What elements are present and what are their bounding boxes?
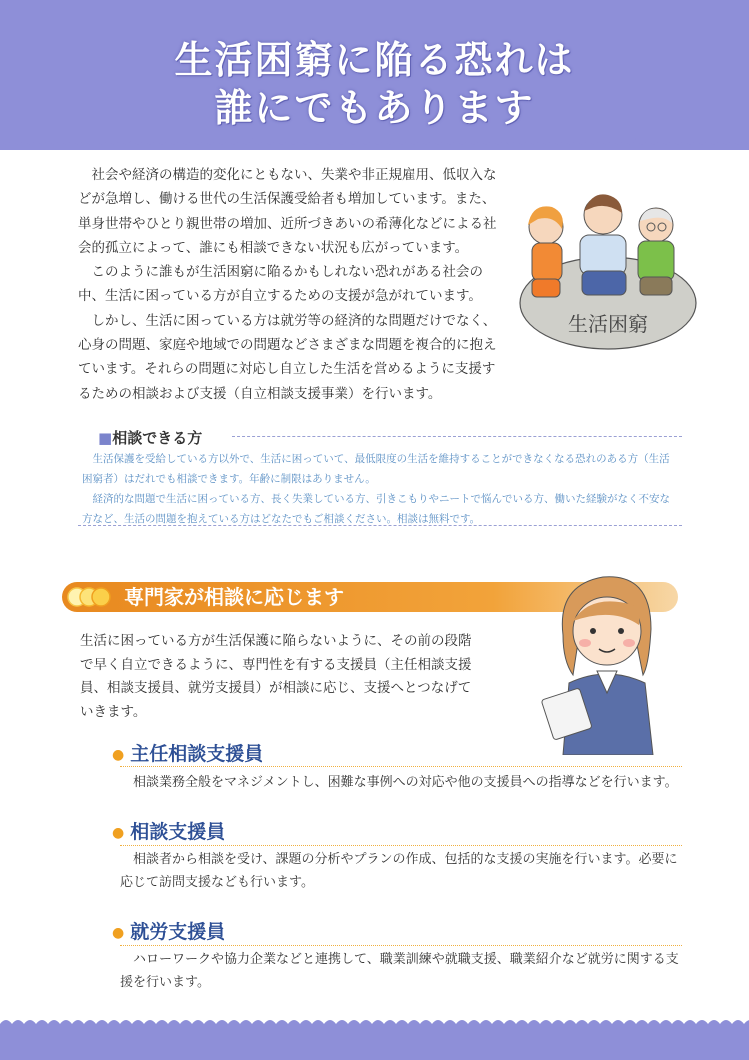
role-title: 相談支援員	[130, 821, 226, 843]
dotted-divider	[120, 945, 682, 946]
dot-bullet-icon: ●	[112, 824, 125, 841]
intro-paragraph: 社会や経済の構造的変化にともない、失業や非正規雇用、低収入などが急増し、働ける世代の生活保護受給者も増加しています。また、単身世帯やひとり親世帯の増加、近所づきあいの希薄化などによる社会的孤立によって、誰にも相談できない状況も広がっています。	[78, 167, 497, 256]
dotted-divider	[120, 845, 682, 846]
illustration-sign: 生活困窮	[568, 312, 648, 336]
dashed-divider	[232, 436, 682, 437]
worried-people-illustration	[508, 185, 698, 355]
title-line-1: 生活困窮に陥る恐れは	[174, 38, 575, 82]
expert-paragraph: 生活に困っている方が生活保護に陥らないように、その前の段階で早く自立できるように、専門性を有する支援員（主任相談支援員、相談支援員、就労支援員）が相談に応じ、支援へとつなげていきます。	[80, 633, 472, 720]
dot-bullet-icon: ●	[112, 924, 125, 941]
consult-paragraph: 生活保護を受給している方以外で、生活に困っていて、最低限度の生活を維持することができなくなる恐れのある方（生活困窮者）はだれでも相談できます。年齢に制限はありません。	[82, 453, 670, 485]
square-bullet-icon: ■	[98, 429, 113, 447]
expert-intro	[80, 630, 480, 724]
role-title: 就労支援員	[130, 921, 226, 943]
intro-paragraph: しかし、生活に困っている方は就労等の経済的な問題だけでなく、心身の問題、家庭や地域での問題などさまざまな問題を複合的に抱えています。それらの問題に対応し自立した生活を営めるように支援するための相談および支援（自立相談支援事業）を行います。	[78, 312, 497, 402]
role-heading	[112, 820, 225, 845]
consult-paragraph: 経済的な問題で生活に困っている方、長く失業している方、引きこもりやニートで悩んでいる方、働いた経験がなく不安な方など、生活の問題を抱えている方はどなたでもご相談ください。相談は無料です。	[82, 493, 670, 525]
role-description	[120, 849, 682, 894]
intro-text	[78, 163, 503, 406]
section-heading: 専門家が相談に応じます	[124, 585, 344, 609]
footer-band	[0, 1026, 749, 1060]
triple-circle-icon	[66, 586, 112, 608]
page-title	[0, 36, 749, 132]
consult-heading	[98, 427, 202, 448]
role-text: ハローワークや協力企業などと連携して、職業訓練や就職支援、職業紹介など就労に関する支援を行います。	[120, 952, 679, 990]
consult-text	[82, 449, 678, 529]
dotted-divider	[120, 766, 682, 767]
role-description	[120, 949, 682, 994]
role-text: 相談者から相談を受け、課題の分析やプランの作成、包括的な支援の実施を行います。必要に応じて訪問支援なども行います。	[120, 852, 678, 890]
role-text: 相談業務全般をマネジメントし、困難な事例への対応や他の支援員への指導などを行います。	[133, 775, 678, 790]
role-description	[120, 772, 682, 795]
title-line-2: 誰にでもあります	[214, 86, 535, 130]
counselor-illustration	[533, 565, 683, 755]
consult-heading-text: 相談できる方	[112, 429, 203, 447]
role-heading	[112, 920, 225, 945]
dashed-divider	[78, 525, 682, 526]
dot-bullet-icon: ●	[112, 746, 125, 763]
role-title: 主任相談支援員	[130, 743, 264, 765]
intro-paragraph: このように誰もが生活困窮に陥るかもしれない恐れがある社会の中、生活に困っている方が自立するための支援が急がれています。	[78, 264, 483, 305]
role-heading	[112, 742, 263, 767]
